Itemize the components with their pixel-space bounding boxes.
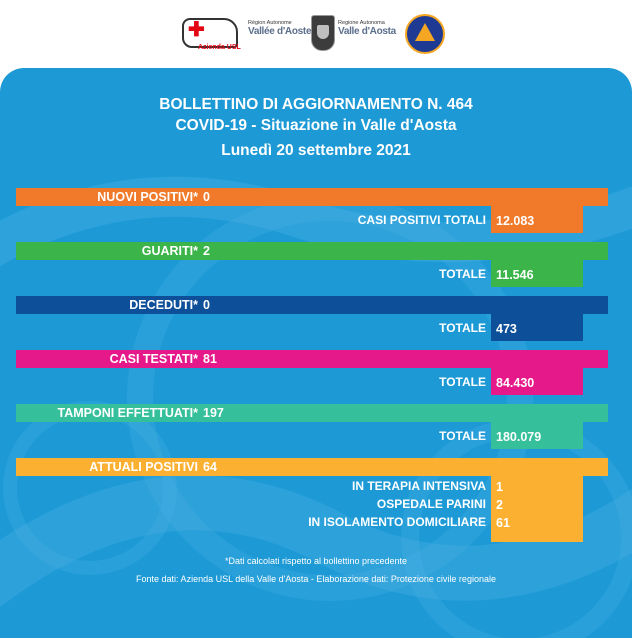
- bulletin-title: BOLLETTINO DI AGGIORNAMENTO N. 464: [159, 96, 473, 113]
- stat-value: 64: [203, 460, 217, 474]
- stat-label: TAMPONI EFFETTUATI*: [57, 406, 198, 420]
- usl-cross-icon: ✚: [188, 19, 205, 41]
- stat-total-value: 180.079: [496, 430, 542, 444]
- stat-value: 2: [203, 244, 210, 258]
- stat-label: ATTUALI POSITIVI: [89, 460, 198, 474]
- region-logo-italian-big: Valle d'Aosta: [338, 26, 396, 37]
- stat-total-label: TOTALE: [439, 429, 486, 443]
- civil-protection-icon: [405, 14, 445, 54]
- stat-label: NUOVI POSITIVI*: [97, 190, 198, 204]
- attuali-domiciliare-value: 61: [496, 516, 510, 530]
- stat-total-value: 473: [496, 322, 517, 336]
- stat-total-value: 11.546: [496, 268, 534, 282]
- stat-label: CASI TESTATI*: [109, 352, 198, 366]
- region-logo-french: [248, 20, 310, 50]
- stat-value: 81: [203, 352, 217, 366]
- stat-bar: [16, 188, 608, 206]
- stat-label: DECEDUTI*: [129, 298, 198, 312]
- footnote-source: Fonte dati: Azienda USL della Valle d'Aosta - Elaborazione dati: Protezione civile regionale: [136, 574, 496, 584]
- attuali-parini-value: 2: [496, 498, 503, 512]
- attuali-terapia-label: IN TERAPIA INTENSIVA: [351, 479, 486, 493]
- stat-bar: [16, 296, 608, 314]
- attuali-domiciliare-label: IN ISOLAMENTO DOMICILIARE: [308, 515, 486, 529]
- stat-total-box: [491, 206, 583, 233]
- stat-label: GUARITI*: [141, 244, 198, 258]
- stat-total-box: [491, 368, 583, 395]
- stat-bar: [16, 350, 608, 368]
- region-logo-italian: [338, 20, 400, 50]
- stat-total-label: TOTALE: [439, 267, 486, 281]
- coat-of-arms-icon: [311, 15, 335, 53]
- civil-protection-circle: [405, 14, 445, 54]
- civil-protection-triangle: [415, 23, 435, 41]
- attuali-terapia-value: 1: [496, 480, 503, 494]
- shield-shape: [311, 15, 335, 51]
- region-logo-french-big: Vallée d'Aoste: [248, 26, 312, 37]
- stat-value: 0: [203, 298, 210, 312]
- usl-logo-text: Azienda USL: [198, 44, 241, 51]
- stat-value: 197: [203, 406, 224, 420]
- stat-total-label: CASI POSITIVI TOTALI: [357, 213, 486, 227]
- stat-total-value: 12.083: [496, 214, 535, 228]
- stat-total-box: [491, 422, 583, 449]
- stat-bar: [16, 242, 608, 260]
- region-logo-italian-small: Regione Autonoma: [338, 20, 385, 26]
- stat-bar: [16, 458, 608, 476]
- usl-logo: [178, 14, 240, 54]
- region-logo-french-small: Région Autonome: [248, 20, 292, 26]
- stat-value: 0: [203, 190, 210, 204]
- stat-bar: [16, 404, 608, 422]
- logo-strip: [0, 0, 632, 68]
- bulletin-date: Lunedì 20 settembre 2021: [221, 142, 411, 159]
- attuali-breakdown-box: [491, 476, 583, 542]
- attuali-parini-label: OSPEDALE PARINI: [376, 497, 486, 511]
- footnote-note: *Dati calcolati rispetto al bollettino precedente: [224, 556, 408, 566]
- stat-total-box: [491, 260, 583, 287]
- bulletin-panel: [0, 68, 632, 638]
- stat-total-label: TOTALE: [439, 321, 486, 335]
- stat-total-box: [491, 314, 583, 341]
- stat-total-value: 84.430: [496, 376, 535, 390]
- stat-total-label: TOTALE: [439, 375, 486, 389]
- bulletin-subtitle: COVID-19 - Situazione in Valle d'Aosta: [175, 117, 457, 134]
